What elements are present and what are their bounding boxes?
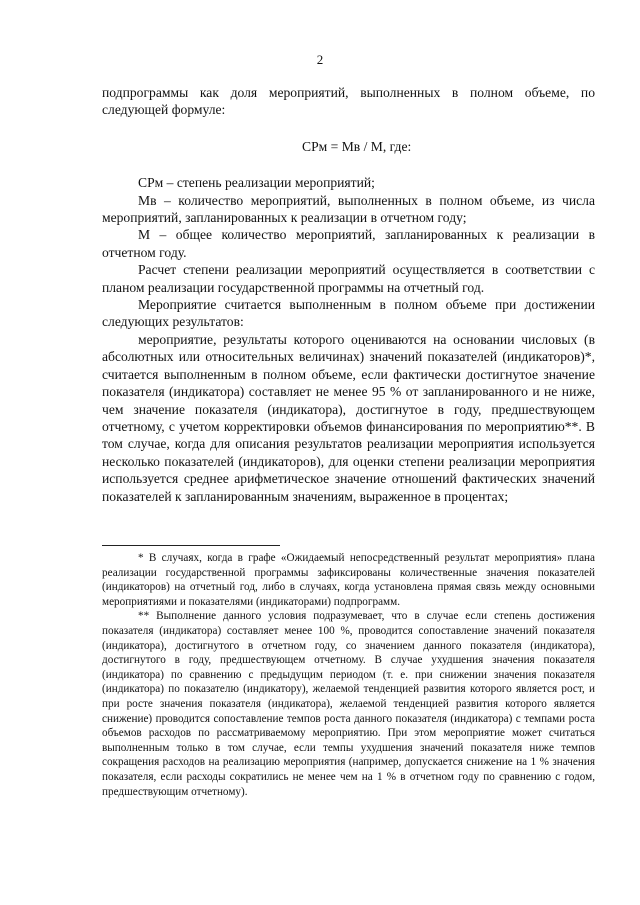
footnote-separator bbox=[102, 545, 280, 546]
paragraph-calculation: Расчет степени реализации мероприятий осуществляется в соответствии с планом реализации государственной программы на отчетный год. bbox=[102, 262, 595, 295]
page-number: 2 bbox=[316, 52, 324, 67]
footnote-2: ** Выполнение данного условия подразумевает, что в случае если степень достижения показателя (индикатора) составляет менее 100 %, проводится сопоставление значений показателя (индикатора), достигнутого в отчетном году, со значением данного показателя (индикатора), достигнутого в году, предшествующем отчетному. В случае ухудшения значения показателя (индикатора) по сравнению с предыдущим периодом (т. е. при снижении значения показателя (индикатора) по показателю (индикатору), желаемой тенденцией развития которого является рост, и при росте значения показателя (индикатора), желаемой тенденцией развития которого является снижение) проводится сопоставление темпов роста данного показателя (индикатора) с темпами роста объемов расходов по рассматриваемому мероприятию. При этом мероприятие может считаться выполненным только в том случае, если темпы ухудшения значений показателя ниже темпов сокращения расходов на реализацию мероприятия (например, допускается снижение на 1 % значения показателя, если расходы сократились не менее чем на 1 % в отчетном году по сравнению с годом, предшествующим отчетному). bbox=[102, 610, 595, 798]
definition-srm: СРм – степень реализации мероприятий; bbox=[138, 175, 375, 191]
footnote-1: * В случаях, когда в графе «Ожидаемый непосредственный результат мероприятия» плана реализации государственной программы зафиксированы количественные значения показателей (индикаторов) на отчетный год, либо в случаях, когда установлена прямая связь между основными мероприятиями и показателями (индикаторами) подпрограмм. bbox=[102, 552, 595, 608]
main-text bbox=[102, 84, 595, 505]
paragraph-measure-numeric: мероприятие, результаты которого оцениваются на основании числовых (в абсолютных или относительных величинах) значений показателей (индикаторов)*, считается выполненным в полном объеме, если фактически достигнутое значение показателя (индикатора) составляет не менее 95 % от запланированного и не ниже, чем значение показателя (индикатора), достигнутое в году, предшествующем отчетному, с учетом корректировки объемов финансирования по мероприятию**. В том случае, когда для описания результатов реализации мероприятия используется несколько показателей (индикаторов), для оценки степени реализации мероприятия используется среднее арифметическое значение отношений фактических значений показателей к запланированным значениям, выраженное в процентах; bbox=[102, 331, 595, 504]
footnotes bbox=[102, 551, 595, 799]
definition-mv: Мв – количество мероприятий, выполненных в полном объеме, из числа мероприятий, запланированных к реализации в отчетном году; bbox=[102, 192, 595, 226]
paragraph-intro: подпрограммы как доля мероприятий, выполненных в полном объеме, по следующей формуле: bbox=[102, 85, 595, 118]
paragraph-completion-criteria: Мероприятие считается выполненным в полном объеме при достижении следующих результатов: bbox=[102, 297, 595, 330]
definition-m: М – общее количество мероприятий, запланированных к реализации в отчетном году. bbox=[102, 227, 595, 260]
formula: СРм = Мв / М, где: bbox=[302, 138, 412, 154]
